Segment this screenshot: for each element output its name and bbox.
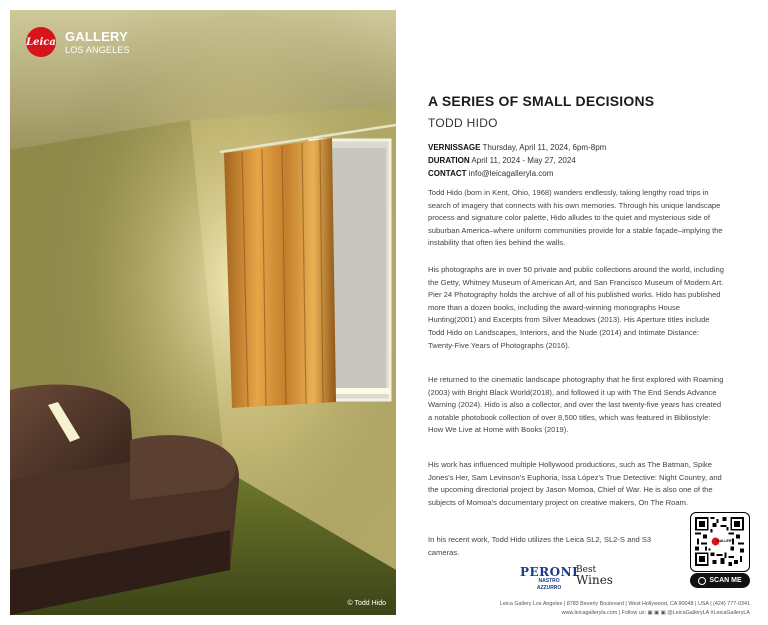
curtain: [224, 138, 336, 408]
footer-address: Leica Gallery Los Angeles | 8783 Beverly Boulevard | West Hollywood, CA 90048 | USA | (424) 777-0341: [499, 601, 750, 607]
duration-label: DURATION: [428, 156, 470, 165]
camera-icon: [698, 577, 706, 585]
influence-paragraph: His work has influenced multiple Hollywood productions, such as The Batman, Spike Jones's Her, Sam Levinson's Euphoria, Issa López's True Detective: Night Country, and the upcoming directorial project by Jason Momoa, Chief of War. He is also one of the subjects of Momoa's documentary project on creative makers, On The Roam.: [428, 460, 722, 507]
duration-value: April 11, 2024 - May 27, 2024: [471, 156, 576, 165]
gallery-logo: [26, 27, 130, 57]
vernissage-label: VERNISSAGE: [428, 143, 481, 152]
hero-photo: [10, 10, 396, 615]
photo-credit: © Todd Hido: [347, 600, 386, 607]
scan-me-label: SCAN ME: [709, 577, 742, 584]
bio-paragraph: Todd Hido (born in Kent, Ohio, 1968) wanders endlessly, taking lengthy road trips in search of imagery that connects with his own memories. Through his unique landscape process and signature color palette, Hido alludes to the quiet and mysterious side of suburban America–where uniform communities provide for a stable façade–implying the instability that often lies behind the walls.: [428, 188, 723, 248]
scan-me-button[interactable]: [690, 573, 750, 588]
collections-paragraph: His photographs are in over 50 private and public collections around the world, including the Getty, Whitney Museum of American Art, and San Francisco Museum of Modern Art. Pier 24 Photography holds the archive of all of his published works. Hido has published more than a dozen books, including the award-winning monographs House Hunting(2001) and Excerpts from Silver Meadows (2013). His Aperture titles include Todd Hido on Landscapes, Interiors, and the Nude (2014) and Intimate Distance: Twenty-Five Years of Photographs (2016).: [428, 265, 724, 350]
best-wines-logo: [576, 565, 613, 585]
contact-label: CONTACT: [428, 169, 467, 178]
best-wines-line2: Wines: [576, 573, 613, 587]
leica-logo-badge: Leica: [26, 27, 56, 57]
room-scene-illustration: [10, 10, 396, 615]
exhibition-title: A SERIES OF SMALL DECISIONS: [428, 93, 655, 109]
artist-name: TODD HIDO: [428, 116, 498, 130]
contact-row: [428, 167, 606, 180]
peroni-logo: [520, 566, 578, 591]
peroni-sub2: AZZURRO: [536, 584, 562, 591]
duration-row: [428, 154, 606, 167]
gallery-name: GALLERY: [65, 28, 129, 44]
qr-code[interactable]: [690, 512, 750, 572]
qr-badge-text: GALLERY: [717, 539, 734, 543]
peroni-name: PERONI: [520, 565, 579, 579]
vernissage-row: [428, 141, 606, 154]
equipment-paragraph: In his recent work, Todd Hido utilizes the Leica SL2, SL2-S and S3 cameras.: [428, 535, 652, 557]
contact-email[interactable]: info@leicagalleryla.com: [468, 169, 554, 178]
exhibition-details: [428, 141, 606, 180]
vernissage-value: Thursday, April 11, 2024, 6pm-8pm: [482, 143, 607, 152]
best-wines-line1: Best: [576, 565, 597, 575]
peroni-sub1: NASTRO: [538, 578, 560, 584]
works-paragraph: He returned to the cinematic landscape photography that he first explored with Roaming (2003) with Bright Black World(2018), and followed it up with The End Sends Advance Warning (2024). Hido is also a collector, and over the last twenty-five years has created a notable photobook collection of over 8,500 titles, which was featured in Bibliostyle: How We Live at Home with Books (2019).: [428, 375, 724, 435]
gallery-location: LOS ANGELES: [65, 44, 130, 55]
footer-links[interactable]: www.leicagalleryla.com | Follow us: ▣ ▣ ▣ @LeicaGalleryLA #LeicaGalleryLA: [561, 610, 750, 616]
